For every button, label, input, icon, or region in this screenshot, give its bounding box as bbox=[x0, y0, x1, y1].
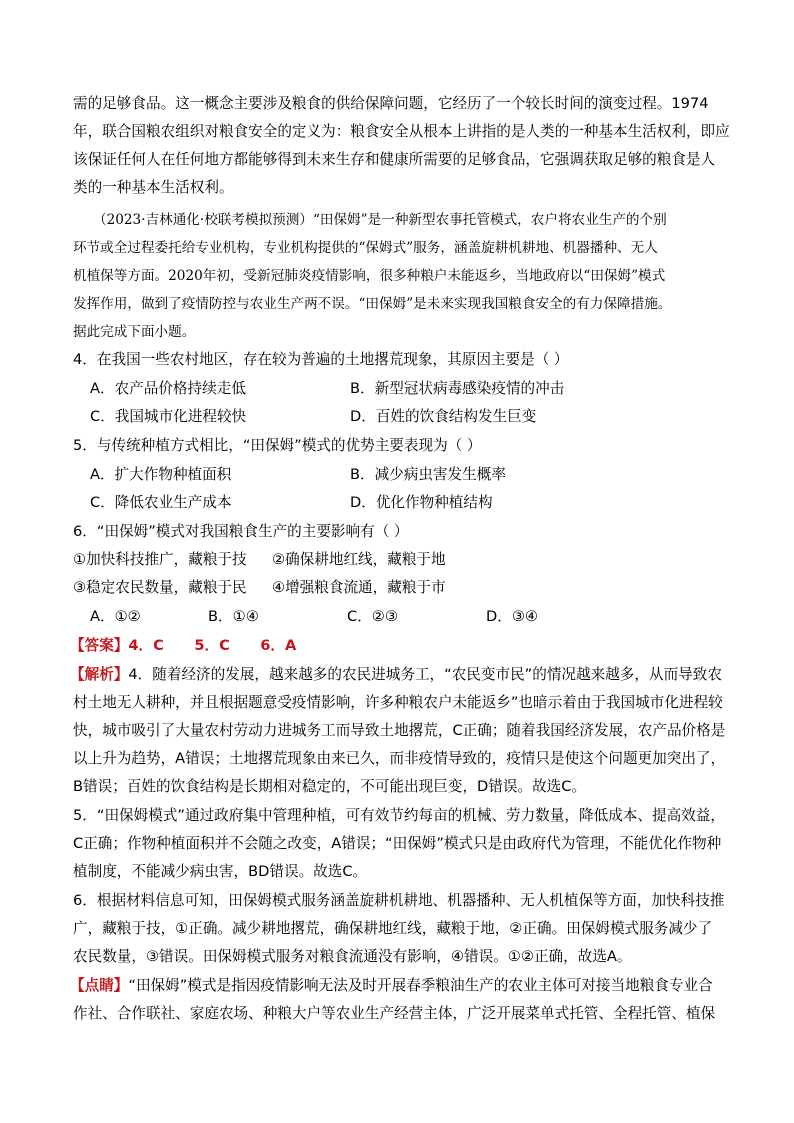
tip-line-2: 作社、合作联社、家庭农场、种粮大户等农业生产经营主体，广泛开展菜单式托管、全程托管、植保 bbox=[73, 1005, 716, 1022]
q6-option-a: A．①② bbox=[90, 608, 141, 625]
analysis-line-10: 广，藏粮于技，①正确。减少耕地撂荒，确保耕地红线，藏粮于地，②正确。田保姆模式服务减少了 bbox=[73, 920, 713, 937]
q4-option-c: C．我国城市化进程较快 bbox=[90, 408, 247, 425]
intro-line-2: 年，联合国粮农组织对粮食安全的定义为：粮食安全从根本上讲指的是人类的一种基本生活权利，即应 bbox=[73, 123, 730, 140]
tip-line-1: 【点睛】“田保姆”模式是指因疫情影响无法及时开展春季粮油生产的农业主体可对接当地粮食专业合 bbox=[70, 977, 713, 994]
q4-option-b: B．新型冠状病毒感染疫情的冲击 bbox=[350, 380, 565, 397]
analysis-line-2: 村土地无人耕种，并且根据题意受疫情影响，许多种粮农户未能返乡”也暗示着由于我国城市化进程较 bbox=[73, 694, 723, 711]
analysis-tag: 【解析】 bbox=[70, 666, 129, 683]
q5-option-c: C．降低农业生产成本 bbox=[90, 494, 232, 511]
analysis-line-3: 快，城市吸引了大量农村劳动力进城务工而导致土地撂荒，C正确；随着我国经济发展，农产品价格是 bbox=[73, 722, 726, 739]
analysis-line-9: 6．根据材料信息可知，田保姆模式服务涵盖旋耕机耕地、机器播种、无人机植保等方面，加快科技推 bbox=[73, 892, 725, 909]
q6-stem: 6．“田保姆”模式对我国粮食生产的主要影响有（ ） bbox=[73, 523, 409, 540]
intro-line-4: 类的一种基本生活权利。 bbox=[73, 179, 234, 196]
q5-option-b: B．减少病虫害发生概率 bbox=[350, 466, 506, 483]
q4-option-a: A．农产品价格持续走低 bbox=[90, 380, 246, 397]
analysis-line-7: C正确；作物种植面积并不会随之改变，A错误；“田保姆”模式只是由政府代为管理，不能优化作物种 bbox=[73, 835, 722, 852]
intro-line-1: 需的足够食品。这一概念主要涉及粮食的供给保障问题，它经历了一个较长时间的演变过程。1974 bbox=[73, 95, 709, 112]
q5-stem: 5．与传统种植方式相比，“田保姆”模式的优势主要表现为（ ） bbox=[73, 437, 482, 454]
material-line-5: 据此完成下面小题。 bbox=[73, 324, 196, 340]
q4-option-d: D．百姓的饮食结构发生巨变 bbox=[350, 408, 537, 425]
analysis-line-4: 以上升为趋势，A错误；土地撂荒现象由来已久，而非疫情导致的，疫情只是使这个问题更加突出了， bbox=[73, 750, 726, 767]
answer-tag: 【答案】 bbox=[70, 637, 129, 654]
tip-tag: 【点睛】 bbox=[70, 977, 129, 994]
q6-statement-1: ①加快科技推广，藏粮于技 bbox=[73, 551, 247, 568]
answer-line bbox=[70, 636, 296, 656]
q6-statement-4: ④增强粮食流通，藏粮于市 bbox=[272, 579, 446, 596]
q6-option-c: C．②③ bbox=[347, 608, 398, 625]
q5-option-d: D．优化作物种植结构 bbox=[350, 494, 493, 511]
q4-stem: 4．在我国一些农村地区，存在较为普遍的土地撂荒现象，其原因主要是（ ） bbox=[73, 351, 569, 368]
material-line-3: 机植保等方面。2020年初，受新冠肺炎疫情影响，很多种粮户未能返乡，当地政府以“田保姆”模式 bbox=[73, 268, 666, 284]
q6-statement-3: ③稳定农民数量，藏粮于民 bbox=[73, 579, 247, 596]
analysis-line-8: 植制度，不能减少病虫害，BD错误。故选C。 bbox=[73, 863, 368, 880]
analysis-line-11: 农民数量，③错误。田保姆模式服务对粮食流通没有影响，④错误。①②正确，故选A。 bbox=[73, 948, 632, 965]
q6-statement-2: ②确保耕地红线，藏粮于地 bbox=[272, 551, 446, 568]
analysis-line-6: 5．“田保姆模式”通过政府集中管理种植，可有效节约每亩的机械、劳力数量，降低成本、提高效益， bbox=[73, 807, 725, 824]
material-line-2: 环节或全过程委托给专业机构，专业机构提供的“保姆式”服务，涵盖旋耕机耕地、机器播种、无人 bbox=[73, 240, 658, 256]
analysis-line-5: B错误；百姓的饮食结构是长期相对稳定的，不可能出现巨变，D错误。故选C。 bbox=[73, 778, 587, 795]
analysis-line-1: 【解析】4．随着经济的发展，越来越多的农民进城务工，“农民变市民”的情况越来越多，从而导致农 bbox=[70, 666, 722, 683]
q6-option-b: B．①④ bbox=[208, 608, 259, 625]
material-line-4: 发挥作用，做到了疫情防控与农业生产两不误。“田保姆”是未来实现我国粮食安全的有力保障措施。 bbox=[73, 296, 672, 312]
q5-option-a: A．扩大作物种植面积 bbox=[90, 466, 232, 483]
material-line-1: （2023·吉林通化·校联考模拟预测）“田保姆”是一种新型农事托管模式，农户将农业生产的个别 bbox=[93, 212, 667, 228]
q6-option-d: D．③④ bbox=[486, 608, 538, 625]
answer-text: 4．C 5．C 6．A bbox=[128, 637, 297, 654]
intro-line-3: 该保证任何人在任何地方都能够得到未来生存和健康所需要的足够食品，它强调获取足够的粮食是人 bbox=[73, 151, 716, 168]
